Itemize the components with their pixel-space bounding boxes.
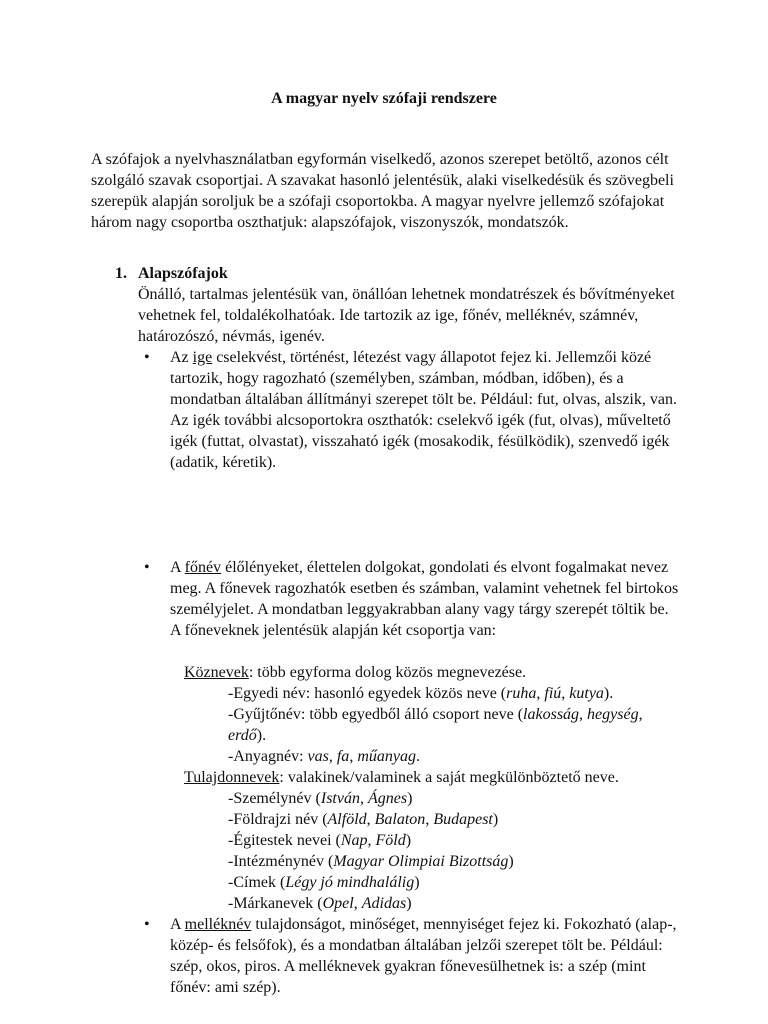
sep: ,: [425, 811, 434, 828]
sub-anyag: [228, 746, 668, 767]
text-prefix: A: [170, 916, 185, 933]
sep: ,: [579, 706, 588, 723]
example: Légy jó mindhalálig: [285, 874, 415, 891]
term-koznevek: Köznevek: [184, 664, 249, 681]
section-description: Önálló, tartalmas jelentésük van, önállóan lehetnek mondatrészek és bővítményeket vehetnek fel, toldalékolhatóak. Ide tartozik az ige, főnév, melléknév, számnév, határozószó, névmás, igenév.: [138, 286, 675, 345]
example: Opel: [322, 895, 354, 912]
example: ruha: [506, 685, 537, 702]
sub-label: -Gyűjtőnév: több egyedből álló csoport neve (: [228, 706, 524, 723]
section-heading: Alapszófajok: [138, 265, 228, 282]
example: lakosság: [523, 706, 580, 723]
sub-label: -Égitestek nevei (: [228, 832, 341, 849]
example: István: [320, 790, 360, 807]
bullet-dot: •: [144, 559, 150, 576]
bullet-body: tulajdonságot, minőséget, mennyiséget fejez ki. Fokozható (alap-, közép- és felsőfok), és a mondatban általában jelzői szerepet tölt be. Például: szép, okos, piros. A melléknevek gyakran főnevesülhetnek is: a szép (mint főnév: ami szép).: [170, 916, 677, 996]
sub-marka: [228, 893, 668, 914]
sub-end: ): [407, 790, 413, 807]
sub-label: -Anyagnév:: [228, 748, 308, 765]
bullet-dot: •: [144, 916, 150, 933]
sub-label: -Személynév (: [228, 790, 321, 807]
sub-end: ): [405, 832, 412, 849]
sep: ,: [328, 748, 337, 765]
sub-label: -Címek (: [228, 874, 286, 891]
sep: ,: [366, 811, 375, 828]
bullet-text: [170, 914, 680, 998]
sub-egitest: [228, 830, 668, 851]
example: erdő: [228, 727, 257, 744]
term-melleknev: melléknév: [184, 916, 252, 933]
category-koznevek: [184, 662, 684, 683]
bullet-text: [170, 347, 680, 473]
bullet-dot: •: [144, 349, 150, 366]
sep: ,: [353, 895, 362, 912]
sub-end: ): [508, 853, 514, 870]
sub-egyedi: [228, 683, 668, 704]
sep: ,: [638, 706, 643, 723]
sep: ,: [536, 685, 545, 702]
term-fonev: főnév: [184, 559, 222, 576]
sub-intezmeny: [228, 851, 668, 872]
example: Föld: [375, 832, 406, 849]
bullet-text: [170, 557, 680, 641]
sub-end: ): [414, 874, 420, 891]
example: Balaton: [374, 811, 426, 828]
sub-foldrajzi: [228, 809, 668, 830]
term-ige: ige: [192, 349, 213, 366]
sep: ,: [561, 685, 570, 702]
sub-label: -Intézménynév (: [228, 853, 334, 870]
example: Budapest: [433, 811, 493, 828]
text-prefix: A: [170, 559, 185, 576]
sub-end: ).: [256, 727, 267, 744]
example: Nap: [340, 832, 368, 849]
example: hegység: [587, 706, 639, 723]
category-text: : valakinek/valaminek a saját megkülönböztető neve.: [279, 769, 619, 786]
category-tulajdonnevek: [184, 767, 684, 788]
sub-szemelynev: [228, 788, 668, 809]
example: fa: [336, 748, 350, 765]
sep: ,: [359, 790, 368, 807]
example: Adidas: [361, 895, 407, 912]
sep: ,: [349, 748, 358, 765]
example: Ágnes: [367, 790, 408, 807]
sub-end: ): [492, 811, 499, 828]
sub-end: .: [415, 748, 420, 765]
example: műanyag: [357, 748, 416, 765]
sep: ,: [367, 832, 376, 849]
page-title: A magyar nyelv szófaji rendszere: [271, 90, 497, 107]
example: fiú: [544, 685, 562, 702]
example: vas: [307, 748, 329, 765]
text-prefix: Az: [170, 349, 193, 366]
example: kutya: [569, 685, 604, 702]
bullet-body: cselekvést, történést, létezést vagy állapotot fejez ki. Jellemzői közé tartozik, hogy ragozható (személyben, számban, módban, időben), és a mondatban általában állítmányi szerepet tölt be. Például: fut, olvas, alszik, van. Az igék további alcsoportokra oszthatók: cselekvő igék (fut, olvas), műveltető igék (futtat, olvastat), visszaható igék (mosakodik, fésülködik), szenvedő igék (adatik, kéretik).: [170, 349, 677, 471]
intro-paragraph: A szófajok a nyelvhasználatban egyformán viselkedő, azonos szerepet betöltő, azonos célt szolgáló szavak csoportjai. A szavakat hasonló jelentésük, alaki viselkedésük és szövegbeli szerepük alapján soroljuk be a szófaji csoportokba. A magyar nyelvre jellemző szófajokat három nagy csoportba oszthatjuk: alapszófajok, viszonyszók, mondatszók.: [91, 151, 674, 231]
term-tulajdonnevek: Tulajdonnevek: [184, 769, 280, 786]
sub-end: ).: [603, 685, 614, 702]
sub-label: -Egyedi név: hasonló egyedek közös neve (: [228, 685, 507, 702]
sub-end: ): [406, 895, 412, 912]
category-text: : több egyforma dolog közös megnevezése.: [248, 664, 527, 681]
sub-cimek: [228, 872, 668, 893]
sub-gyujto: [228, 704, 668, 746]
bullet-body: élőlényeket, élettelen dolgokat, gondolati és elvont fogalmakat nevez meg. A főnevek ragozhatók esetben és számban, valamint vehetnek fel birtokos személyjelet. A mondatban leggyakrabban alany vagy tárgy szerepét töltik be. A főneveknek jelentésük alapján két csoportja van:: [170, 559, 679, 639]
example: Magyar Olimpiai Bizottság: [333, 853, 509, 870]
example: Alföld: [327, 811, 367, 828]
sub-label: -Földrajzi név (: [228, 811, 328, 828]
list-number: 1.: [115, 265, 127, 282]
sub-label: -Márkanevek (: [228, 895, 323, 912]
